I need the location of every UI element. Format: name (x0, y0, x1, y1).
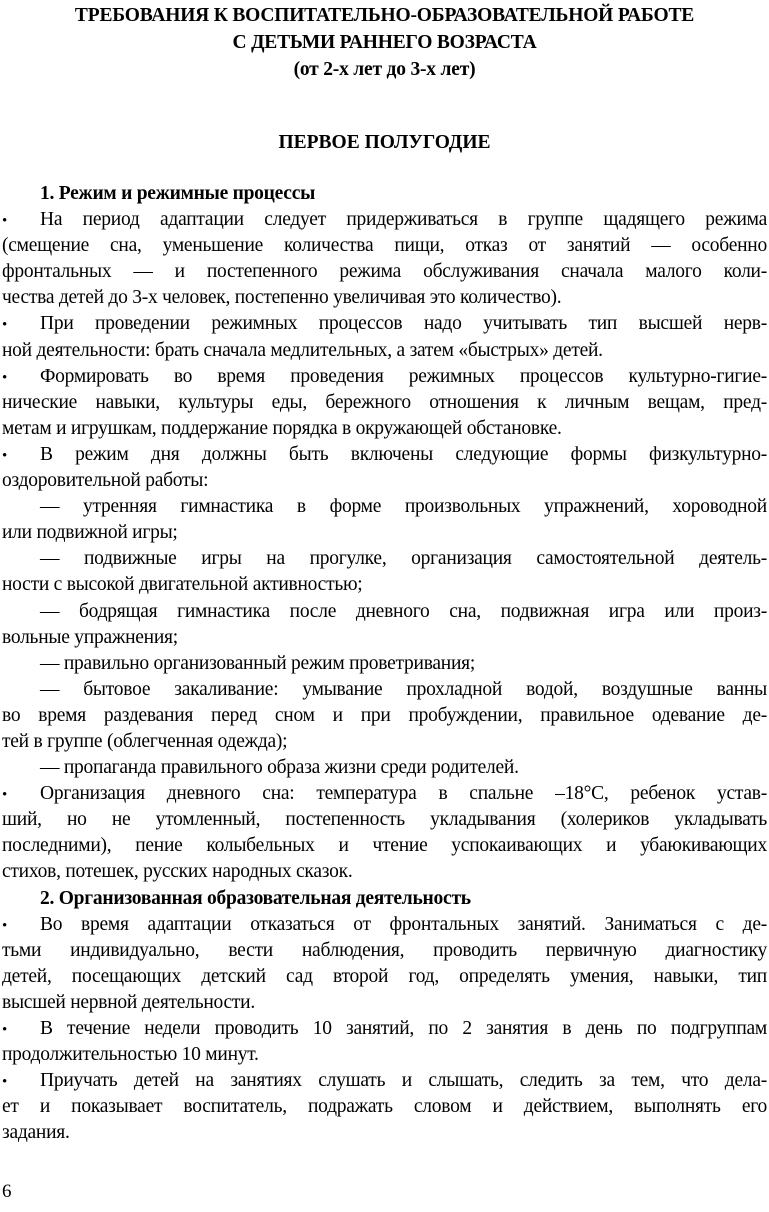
bullet-icon: • (2, 213, 8, 230)
text-line: последними), пение колыбельных и чтение успокаивающих и убаюкивающих (2, 835, 767, 857)
text-line: вольные упражнения; (2, 626, 178, 648)
bullet-line: • При проведении режимных процессов надо учитывать тип высшей нерв- (2, 311, 767, 337)
text-line: высшей нервной деятельности. (2, 991, 255, 1013)
bullet-line: • Организация дневного сна: температура в спальне –18°С, ребенок устав- (2, 781, 767, 807)
bullet-line: • На период адаптации следует придерживаться в группе щадящего режима (2, 207, 767, 233)
dash-item-line: — бытовое закаливание: умывание прохладной водой, воздушные ванны (40, 678, 767, 700)
text-line: (смещение сна, уменьшение количества пищи, отказ от занятий — особенно (2, 235, 767, 257)
dash-item-line: — утренняя гимнастика в форме произвольных упражнений, хороводной (40, 496, 767, 518)
bullet-icon: • (2, 917, 8, 934)
text-line: ший, но не утомленный, постепенность укладывания (холериков укладывать (2, 809, 767, 831)
text-line: ет и показывает воспитатель, подражать словом и действием, выполнять его (2, 1096, 767, 1118)
bullet-line: • Формировать во время проведения режимных процессов культурно-гигие- (2, 364, 767, 390)
title-line-2: С ДЕТЬМИ РАННЕГО ВОЗРАСТА (232, 32, 537, 53)
dash-item-line: — пропаганда правильного образа жизни среди родителей. (40, 757, 519, 779)
text-line: продолжительностью 10 минут. (2, 1044, 259, 1066)
bullet-icon: • (2, 317, 8, 334)
text-line: чества детей до 3-х человек, постепенно увеличивая это количество). (2, 287, 562, 309)
text-line: фронтальных — и постепенного режима обслуживания сначала малого коли- (2, 261, 767, 283)
bullet-icon: • (2, 1022, 8, 1038)
body-text (2, 181, 767, 1146)
bullet-line: • В режим дня должны быть включены следующие формы физкультурно- (2, 442, 767, 468)
title-line-1: ТРЕБОВАНИЯ К ВОСПИТАТЕЛЬНО-ОБРАЗОВАТЕЛЬНОЙ РАБОТЕ (74, 5, 695, 26)
bullet-icon: • (2, 787, 8, 804)
dash-item-line: — подвижные игры на прогулке, организация самостоятельной деятель- (40, 548, 767, 570)
page-number: 6 (2, 1181, 12, 1202)
bullet-line: • В течение недели проводить 10 занятий, по 2 занятия в день по подгруппам (2, 1016, 767, 1042)
bullet-line: • Во время адаптации отказаться от фронтальных занятий. Заниматься с де- (2, 912, 767, 938)
text-line: детей, посещающих детский сад второй год, определять умения, навыки, тип (2, 965, 767, 987)
dash-item-line: — правильно организованный режим проветривания; (40, 652, 476, 674)
text-line: ности с высокой двигательной активностью; (2, 574, 363, 596)
text-line: ной деятельности: брать сначала медлительных, а затем «быстрых» детей. (2, 339, 603, 361)
text-line: тьми индивидуально, вести наблюдения, проводить первичную диагностику (2, 939, 767, 961)
section-heading-2: 2. Организованная образовательная деятельность (40, 887, 471, 909)
text-line: нические навыки, культуры еды, бережного отношения к личным вещам, пред- (2, 391, 767, 413)
dash-item-line: — бодрящая гимнастика после дневного сна, подвижная игра или произ- (40, 600, 767, 622)
bullet-line: • Приучать детей на занятиях слушать и слышать, следить за тем, что дела- (2, 1068, 767, 1094)
bullet-icon: • (2, 369, 8, 386)
text-line: стихов, потешек, русских народных сказок. (2, 861, 353, 883)
text-line: метам и игрушкам, поддержание порядка в окружающей обстановке. (2, 417, 562, 439)
section-title-half-year: ПЕРВОЕ ПОЛУГОДИЕ (278, 132, 491, 153)
bullet-icon: • (2, 447, 8, 464)
text-line: задания. (2, 1122, 70, 1144)
bullet-icon: • (2, 1074, 8, 1091)
text-line: оздоровительной работы: (2, 470, 209, 492)
text-line: или подвижной игры; (2, 522, 178, 544)
section-heading-1: 1. Режим и режимные процессы (40, 183, 316, 204)
title-line-3: (от 2-х лет до 3-х лет) (293, 59, 476, 80)
text-line: во время раздевания перед сном и при пробуждении, правильное одевание де- (2, 704, 767, 726)
document-title (0, 2, 769, 83)
text-line: тей в группе (облегченная одежда); (2, 730, 288, 752)
